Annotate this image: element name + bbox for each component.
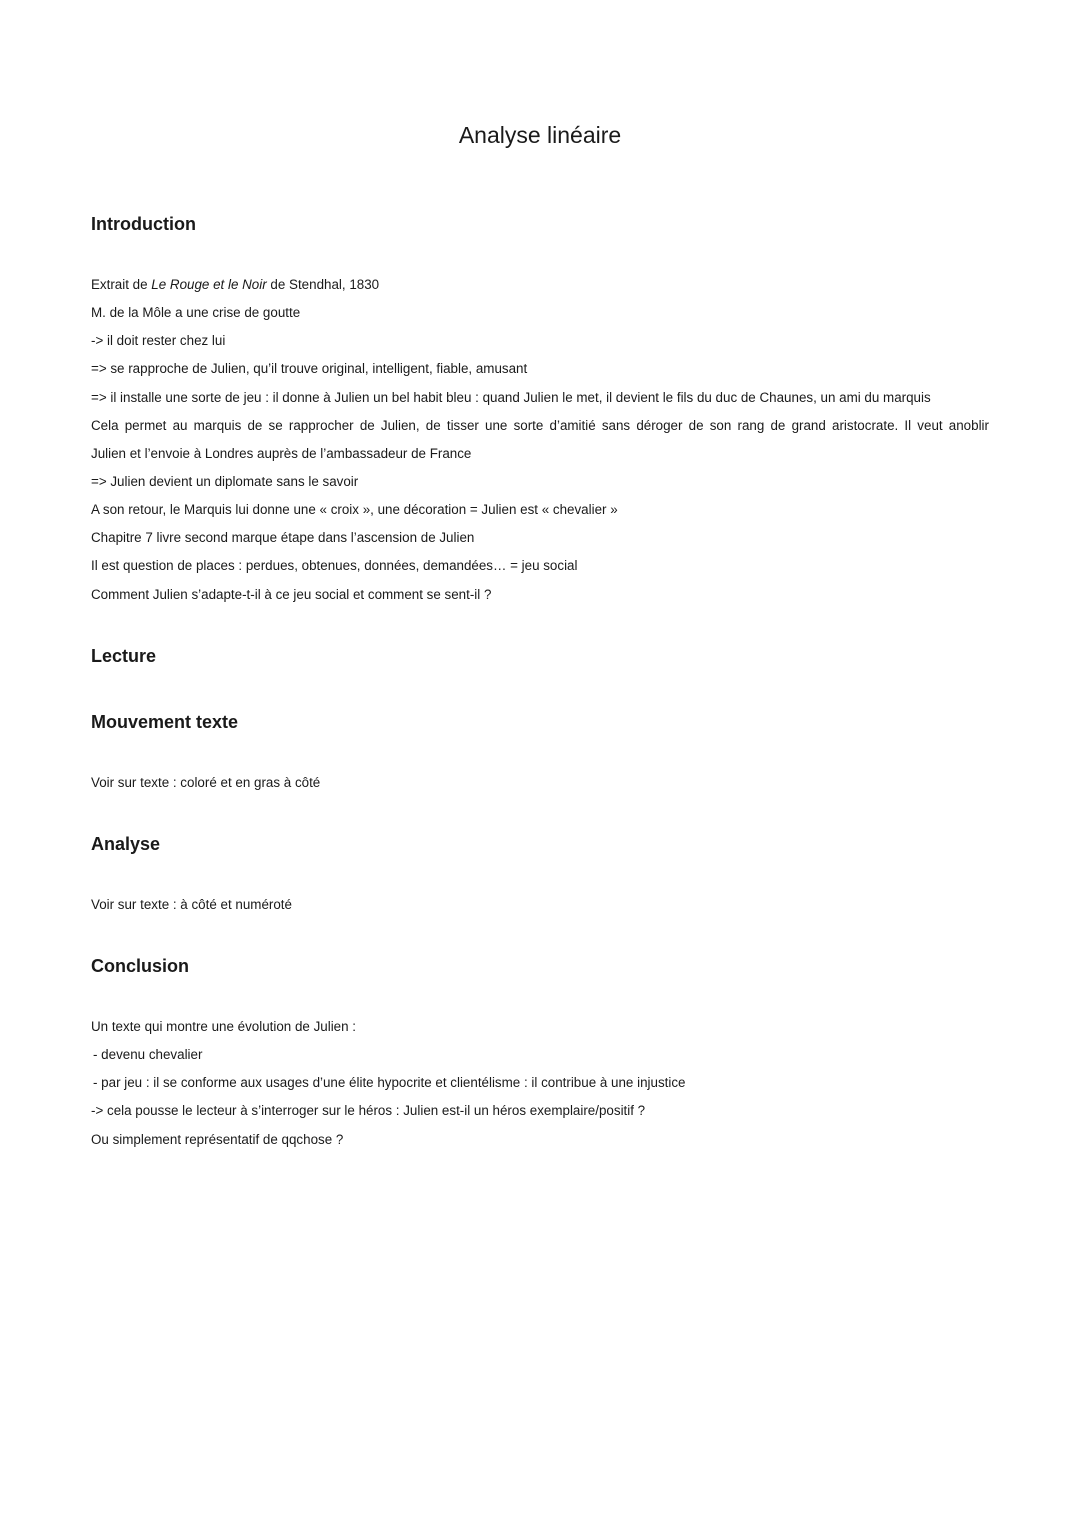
conclusion-bullet: - devenu chevalier [93, 1047, 203, 1062]
conclusion-bullet: - par jeu : il se conforme aux usages d’une élite hypocrite et clientélisme : il contribue à une injustice [93, 1075, 686, 1090]
heading-introduction: Introduction [91, 214, 196, 234]
source-suffix: de Stendhal, 1830 [266, 277, 380, 292]
analyse-text: Voir sur texte : à côté et numéroté [91, 897, 292, 912]
heading-lecture: Lecture [91, 646, 157, 666]
source-prefix: Extrait de [91, 277, 152, 292]
intro-line: Julien et l’envoie à Londres auprès de l’ambassadeur de France [91, 446, 472, 461]
intro-line: Cela permet au marquis de se rapprocher de Julien, de tisser une sorte d’amitié sans déroger de son rang de grand aristocrate. Il veut anoblir [91, 418, 989, 433]
intro-line: => se rapproche de Julien, qu’il trouve original, intelligent, fiable, amusant [91, 361, 528, 376]
intro-line: => il installe une sorte de jeu : il donne à Julien un bel habit bleu : quand Julien le met, il devient le fils du duc de Chaunes, un ami du marquis [91, 390, 931, 405]
intro-source-line [91, 276, 379, 294]
conclusion-line: Ou simplement représentatif de qqchose ? [91, 1132, 344, 1147]
intro-question: Comment Julien s’adapte-t-il à ce jeu social et comment se sent-il ? [91, 587, 492, 602]
intro-line: M. de la Môle a une crise de goutte [91, 305, 301, 320]
conclusion-line: Un texte qui montre une évolution de Julien : [91, 1019, 357, 1034]
intro-line: -> il doit rester chez lui [91, 333, 226, 348]
intro-line: A son retour, le Marquis lui donne une « croix », une décoration = Julien est « chevalier » [91, 502, 618, 517]
source-work-title: Le Rouge et le Noir [151, 277, 267, 292]
conclusion-line: -> cela pousse le lecteur à s’interroger sur le héros : Julien est-il un héros exemplaire/positif ? [91, 1103, 646, 1118]
heading-analyse: Analyse [91, 834, 161, 854]
page-title: Analyse linéaire [458, 122, 622, 148]
intro-line: => Julien devient un diplomate sans le savoir [91, 474, 359, 489]
mouvement-text: Voir sur texte : coloré et en gras à côté [91, 775, 321, 790]
intro-line: Chapitre 7 livre second marque étape dans l’ascension de Julien [91, 530, 475, 545]
heading-conclusion: Conclusion [91, 956, 189, 976]
heading-mouvement-texte: Mouvement texte [91, 712, 239, 732]
intro-line: Il est question de places : perdues, obtenues, données, demandées… = jeu social [91, 558, 578, 573]
